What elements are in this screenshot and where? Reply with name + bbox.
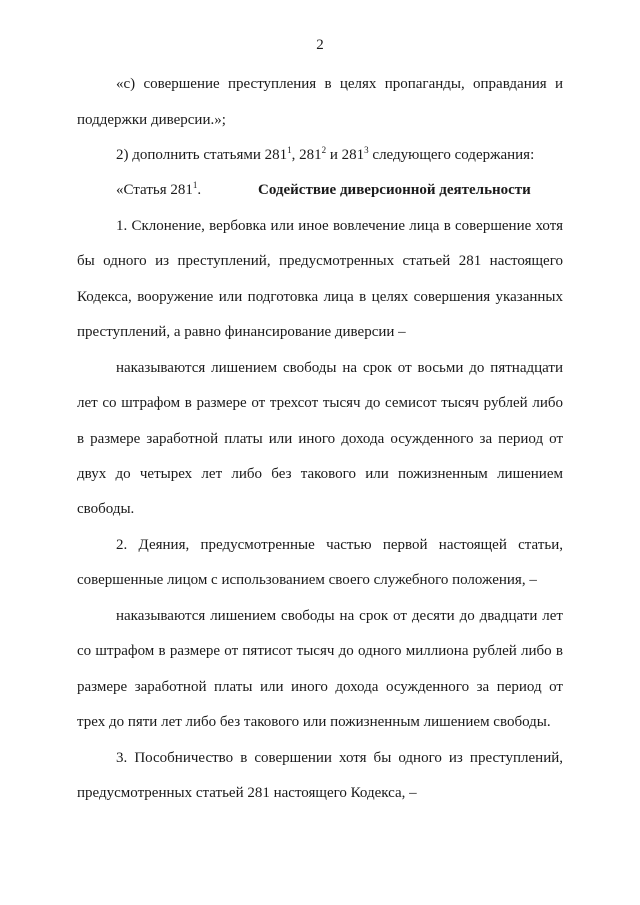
superscript: 1 <box>192 180 198 190</box>
article-number: «Статья 281 <box>116 182 193 198</box>
superscript: 1 <box>287 145 292 155</box>
text-line: наказываются лишением свободы на срок от десяти до двадцати лет <box>116 608 563 624</box>
text-line: Кодекса, вооружение или подготовка лица в целях совершения указанных <box>77 289 563 305</box>
text-line: предусмотренных статьей 281 настоящего Кодекса, – <box>77 785 417 801</box>
page-number: 2 <box>316 37 324 53</box>
text-line: преступлений, а равно финансирование диверсии – <box>77 324 406 340</box>
text-line: 2. Деяния, предусмотренные частью первой настоящей статьи, <box>116 537 563 553</box>
text-line: в размере заработной платы или иного дохода осужденного за период от <box>77 431 563 447</box>
text-segment: и 281 <box>326 147 365 163</box>
text-line: свободы. <box>77 501 135 517</box>
text-segment: , 281 <box>291 147 322 163</box>
superscript: 3 <box>364 145 369 155</box>
text-line: 1. Склонение, вербовка или иное вовлечение лица в совершение хотя <box>116 218 563 234</box>
text-line: 3. Пособничество в совершении хотя бы одного из преступлений, <box>116 750 563 766</box>
amendment-line <box>116 146 534 164</box>
text-line: бы одного из преступлений, предусмотренных статьей 281 настоящего <box>77 253 563 269</box>
text-segment: . <box>197 182 202 198</box>
text-line: двух до четырех лет либо без такового или пожизненным лишением <box>77 466 563 482</box>
text-line: наказываются лишением свободы на срок от восьми до пятнадцати <box>116 360 563 376</box>
text-line: со штрафом в размере от пятисот тысяч до одного миллиона рублей либо в <box>77 643 563 659</box>
text-line: лет со штрафом в размере от трехсот тысяч до семисот тысяч рублей либо <box>77 395 563 411</box>
article-heading <box>116 181 201 199</box>
text-segment: 2) дополнить статьями 281 <box>116 147 288 163</box>
text-line: совершенные лицом с использованием своего служебного положения, – <box>77 572 537 588</box>
text-line: поддержки диверсии.»; <box>77 112 226 128</box>
text-line: «с) совершение преступления в целях пропаганды, оправдания и <box>116 76 563 92</box>
text-line: размере заработной платы или иного дохода осужденного за период от <box>77 679 563 695</box>
text-line: трех до пяти лет либо без такового или пожизненным лишением свободы. <box>77 714 551 730</box>
article-title: Содействие диверсионной деятельности <box>258 182 531 198</box>
text-segment: следующего содержания: <box>368 147 535 163</box>
superscript: 2 <box>321 145 327 155</box>
